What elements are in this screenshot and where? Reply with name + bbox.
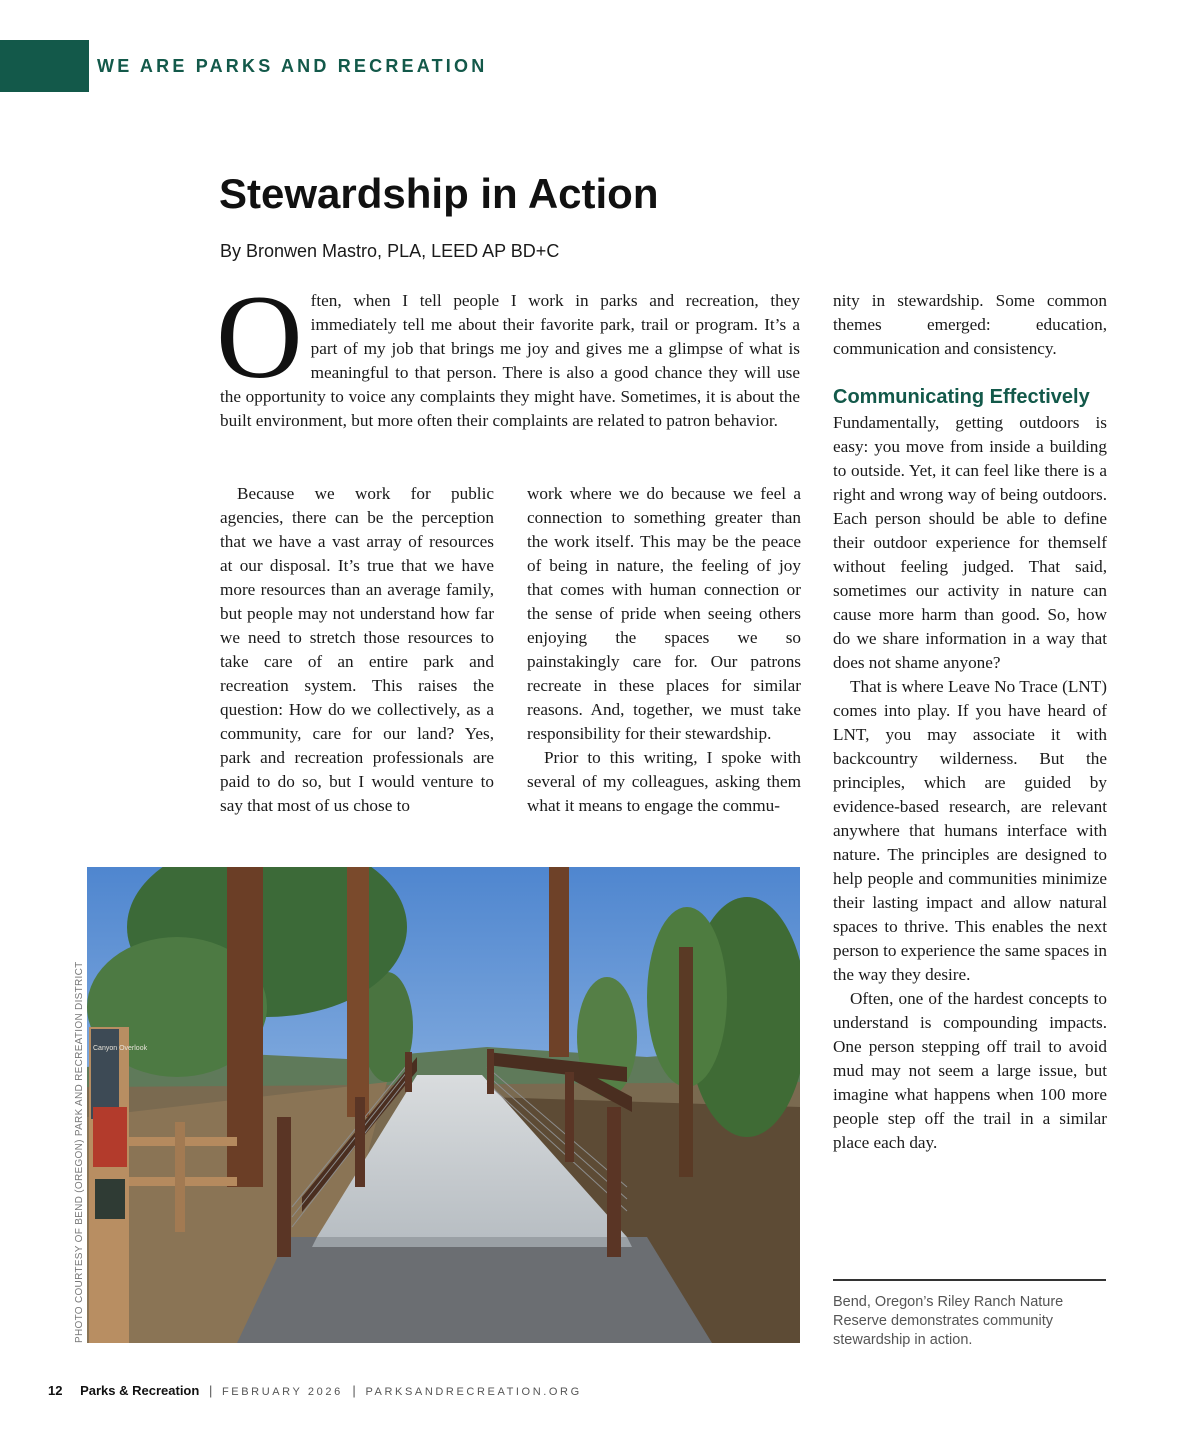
footer-separator: | (352, 1383, 356, 1398)
photo-credit: PHOTO COURTESY OF BEND (OREGON) PARK AND RECREATION DISTRICT (74, 961, 85, 1343)
magazine-name: Parks & Recreation (80, 1383, 200, 1398)
article-photo (87, 867, 800, 1343)
body-paragraph: Prior to this writing, I spoke with several of my colleagues, asking them what it means to engage the commu- (527, 748, 801, 815)
footer-separator: | (208, 1383, 213, 1398)
sign-text: Canyon Overlook (93, 1045, 148, 1052)
body-paragraph: Because we work for public agencies, there can be the perception that we have a vast array of resources at our disposal. It’s true that we have more resources than an average family, but people may not understand how far we need to stretch those resources to take care of an entire park and recreation system. This raises the question: How do we collectively, as a community, care for our land? Yes, park and recreation professionals are paid to do so, but I would venture to say that most of us chose to (220, 484, 494, 815)
intro-text: ften, when I tell people I work in parks and recreation, they immediately tell me about their favorite park, trail or program. It’s a part of my job that brings me joy and gives me a glimpse of what is meaningful to that person. There is also a good chance they will use the opportunity to voice any complaints they might have. Sometimes, it is about the built environment, but more often their complaints are related to patron behavior. (220, 291, 800, 430)
article-title: Stewardship in Action (219, 170, 659, 217)
intro-paragraph (216, 270, 800, 433)
issue-date: FEBRUARY 2026 (221, 1386, 343, 1398)
section-subhead: Communicating Effectively (833, 386, 1090, 408)
body-paragraph: Fundamentally, getting outdoors is easy: you move from inside a building to outside. Yet, it can feel like there is a right and wrong way of being outdoors. Each person should be able to define their outdoor experience for themself without feeling judged. That said, sometimes our activity in nature can cause more harm than good. So, how do we share information in a way that does not shame anyone? (833, 413, 1107, 672)
body-paragraph: Often, one of the hardest concepts to understand is compounding impacts. One person stepping off trail to avoid mud may not seem a large issue, but imagine what happens when 100 more people step off the trail in a similar place each day. (833, 989, 1107, 1152)
body-paragraph: That is where Leave No Trace (LNT) comes into play. If you have heard of LNT, you may associate it with backcountry wilderness. But the principles, which are guided by evidence-based research, are relevant anywhere that humans interface with nature. The principles are designed to help people and communities minimize their lasting impact and allow natural spaces to thrive. This enables the next person to experience the same spaces in the way they desire. (833, 677, 1107, 984)
section-color-block (0, 40, 89, 92)
boardwalk-illustration (87, 867, 800, 1343)
page-footer (48, 1383, 582, 1398)
website-link[interactable]: PARKSANDRECREATION.ORG (365, 1386, 582, 1398)
caption-divider (833, 1279, 1106, 1281)
article-byline: By Bronwen Mastro, PLA, LEED AP BD+C (220, 241, 560, 261)
drop-cap: O (216, 270, 303, 403)
body-column-2 (527, 482, 801, 818)
photo-caption: Bend, Oregon’s Riley Ranch Nature Reserve demonstrates community stewardship in action. (833, 1294, 1064, 1348)
body-column-1 (220, 482, 494, 818)
page-number: 12 (48, 1383, 63, 1398)
body-paragraph: nity in stewardship. Some common themes emerged: education, communication and consistency. (833, 291, 1107, 358)
section-label: WE ARE PARKS AND RECREATION (97, 56, 488, 76)
body-paragraph: work where we do because we feel a connection to something greater than the work itself. This may be the peace of being in nature, the feeling of joy that comes with human connection or the sense of pride when seeing others enjoying the spaces we so painstakingly care for. Our patrons recreate in these places for similar reasons. And, together, we must take responsibility for their stewardship. (527, 484, 801, 743)
body-column-3 (833, 289, 1107, 1155)
